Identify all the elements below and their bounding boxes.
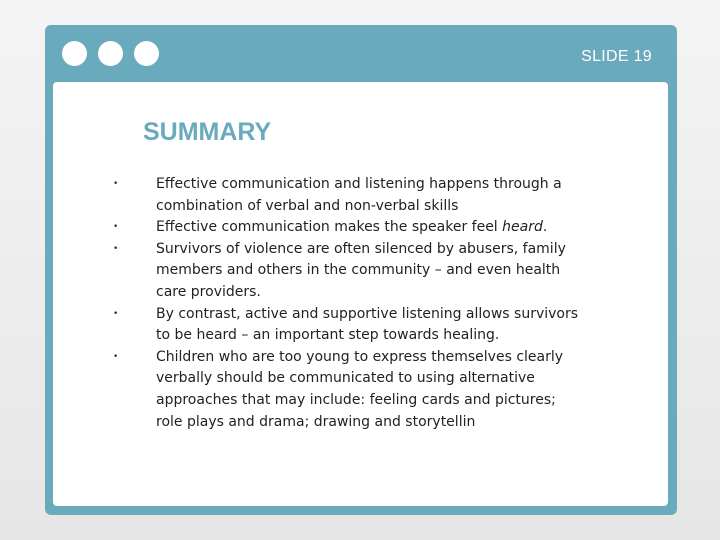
bullet-icon: • [113,308,119,319]
bullet-text: Children who are too young to express themselves clearly verbally should be communicated to using alternative approaches that may include: feeling cards and pictures; role plays and drama; drawing and storytellin [156,348,564,430]
window-dot-icon [98,41,123,66]
bullet-icon: • [113,243,119,254]
bullet-icon: • [113,179,119,189]
slide-title: SUMMARY [143,118,272,146]
bullet-text [156,219,547,235]
bullet-item [113,239,583,304]
window-dot-icon [62,41,87,66]
bullet-item [113,174,583,217]
window-dot-icon [134,41,159,66]
bullet-icon: • [113,351,119,362]
bullet-text-part: . [542,219,548,236]
bullet-list [113,174,583,433]
bullet-item [113,347,583,433]
slide-number: SLIDE 19 [581,48,652,65]
bullet-emphasis: heard [502,219,543,236]
bullet-text: By contrast, active and supportive listening allows survivors to be heard – an important step towards healing. [156,305,579,344]
bullet-text: Effective communication and listening happens through a combination of verbal and non-verbal skills [156,176,562,214]
bullet-icon: • [113,222,119,233]
bullet-text-part: Effective communication makes the speaker feel [156,219,503,236]
bullet-text: Survivors of violence are often silenced by abusers, family members and others in the community – and even health care providers. [156,240,566,300]
window-dots [62,41,159,67]
bullet-item [113,304,583,347]
bullet-item [113,217,583,239]
